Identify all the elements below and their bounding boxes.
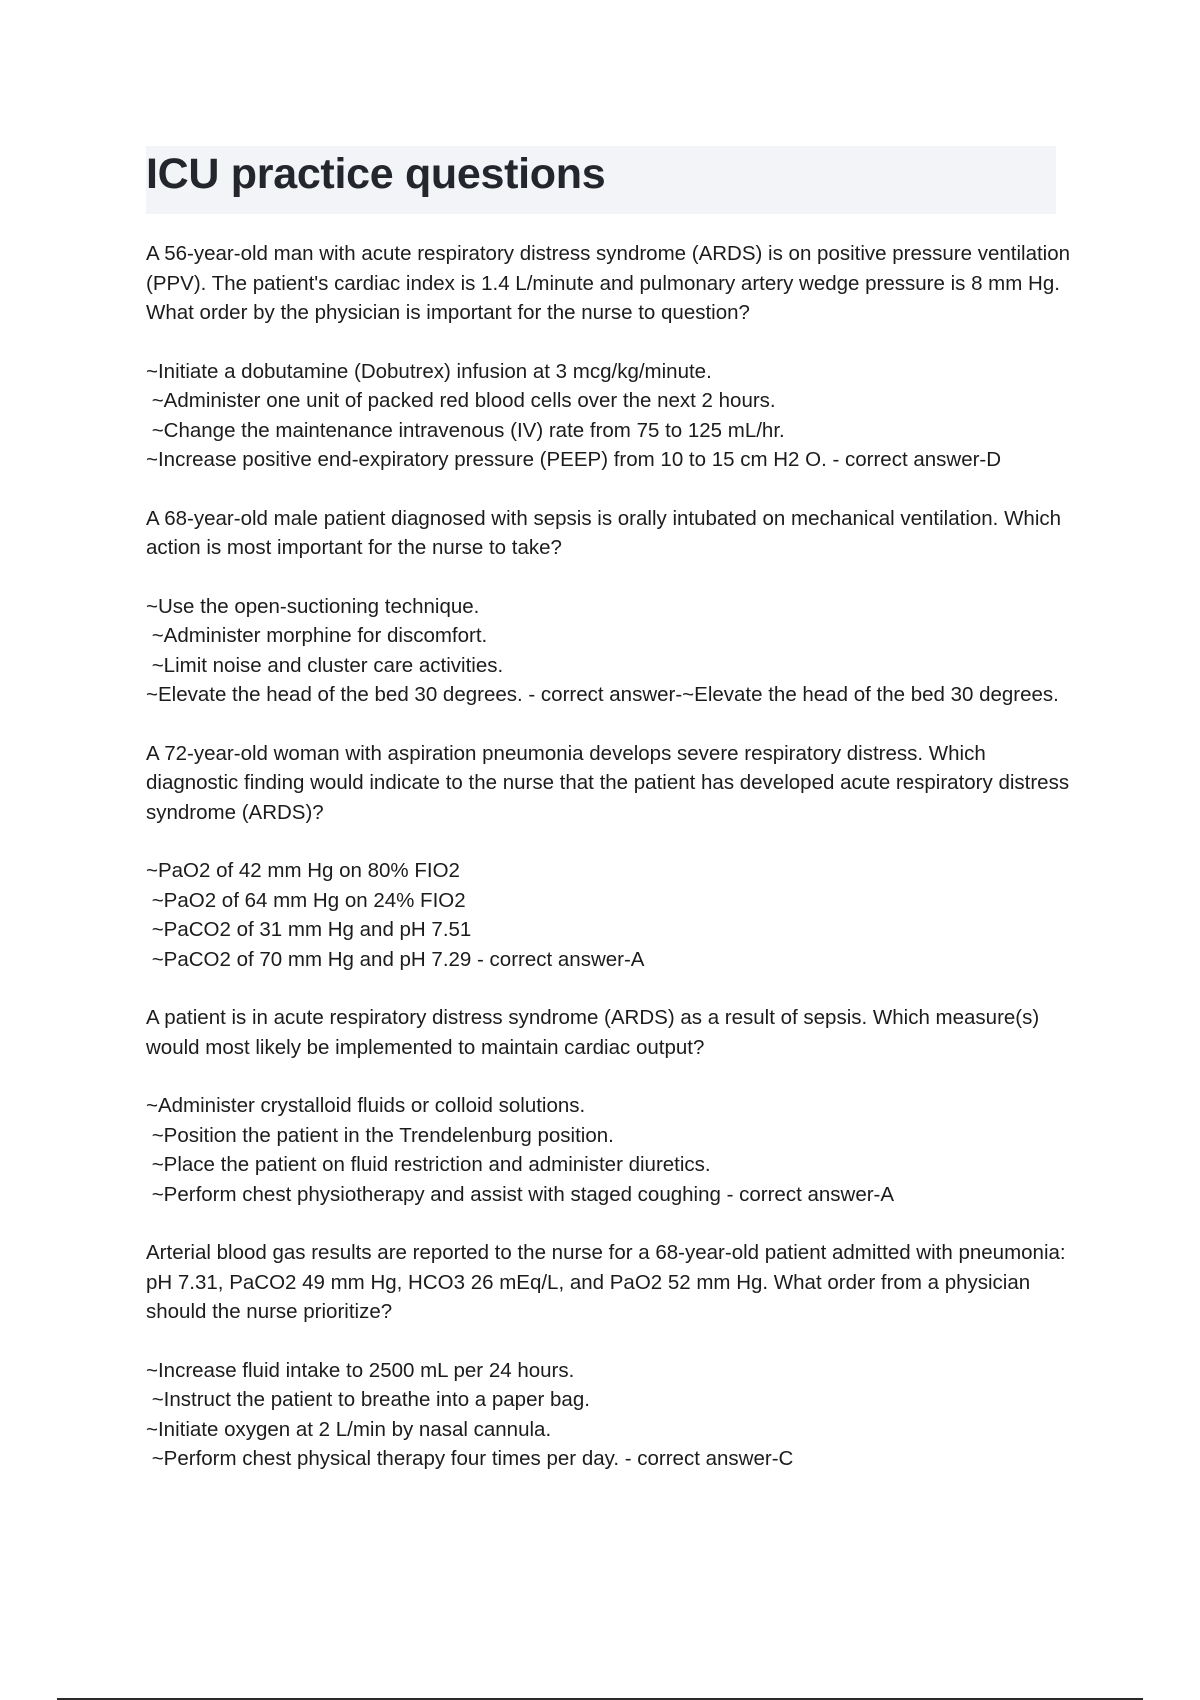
answer-option: ~Instruct the patient to breathe into a paper bag. [146,1388,590,1411]
answer-option: ~Elevate the head of the bed 30 degrees. - correct answer-~Elevate the head of the bed 30 degrees. [146,683,1059,706]
answer-option: ~Perform chest physiotherapy and assist with staged coughing - correct answer-A [146,1182,895,1206]
answer-options [146,1356,1071,1474]
answer-options [146,1091,1071,1209]
question-block [146,504,1071,710]
answer-option: ~Initiate a dobutamine (Dobutrex) infusion at 3 mcg/kg/minute. [146,359,712,383]
question-text: A patient is in acute respiratory distress syndrome (ARDS) as a result of sepsis. Which measure(s) would most likely be implemented to maintain cardiac output? [146,1006,1045,1059]
answer-option: ~Perform chest physical therapy four times per day. - correct answer-C [146,1447,794,1470]
answer-options [146,357,1071,475]
answer-options [146,856,1071,974]
answer-option: ~PaCO2 of 70 mm Hg and pH 7.29 - correct answer-A [146,947,645,971]
answer-option: ~Administer crystalloid fluids or colloid solutions. [146,1094,586,1117]
answer-option: ~Increase fluid intake to 2500 mL per 24 hours. [146,1358,575,1382]
question-block [146,1003,1071,1209]
answer-options [146,592,1071,710]
answer-option: ~Increase positive end-expiratory pressure (PEEP) from 10 to 15 cm H2 O. - correct answer-D [146,448,1002,471]
answer-option: ~Use the open-suctioning technique. [146,594,480,618]
answer-option: ~Initiate oxygen at 2 L/min by nasal cannula. [146,1417,552,1441]
answer-option: ~PaO2 of 64 mm Hg on 24% FIO2 [146,888,466,912]
answer-option: ~Limit noise and cluster care activities. [146,653,504,677]
answer-option: ~PaCO2 of 31 mm Hg and pH 7.51 [146,918,472,941]
question-text: A 56-year-old man with acute respiratory distress syndrome (ARDS) is on positive pressure ventilation (PPV). The patient's cardiac index is 1.4 L/minute and pulmonary artery wedge pressure is 8 mm Hg. What order by the physician is important for the nurse to question? [146,242,1076,324]
answer-option: ~Administer one unit of packed red blood cells over the next 2 hours. [146,389,776,412]
answer-option: ~Place the patient on fluid restriction and administer diuretics. [146,1153,711,1176]
question-text: A 68-year-old male patient diagnosed with sepsis is orally intubated on mechanical ventilation. Which action is most important for the nurse to take? [146,506,1067,559]
answer-option: ~PaO2 of 42 mm Hg on 80% FIO2 [146,859,460,882]
question-block [146,239,1076,475]
question-block [146,739,1075,975]
question-text: A 72-year-old woman with aspiration pneumonia develops severe respiratory distress. Which diagnostic finding would indicate to the nurse that the patient has developed acute respiratory distress syndrome (ARDS)? [146,741,1075,824]
answer-option: ~Change the maintenance intravenous (IV) rate from 75 to 125 mL/hr. [146,418,785,442]
question-list [146,239,1076,1503]
page-title: ICU practice questions [146,150,606,198]
answer-option: ~Position the patient in the Trendelenburg position. [146,1123,614,1147]
question-text: Arterial blood gas results are reported to the nurse for a 68-year-old patient admitted with pneumonia: pH 7.31, PaCO2 49 mm Hg, HCO3 26 mEq/L, and PaO2 52 mm Hg. What order from a physician should the nurse prioritize? [146,1241,1072,1323]
answer-option: ~Administer morphine for discomfort. [146,624,488,647]
question-block [146,1238,1071,1474]
